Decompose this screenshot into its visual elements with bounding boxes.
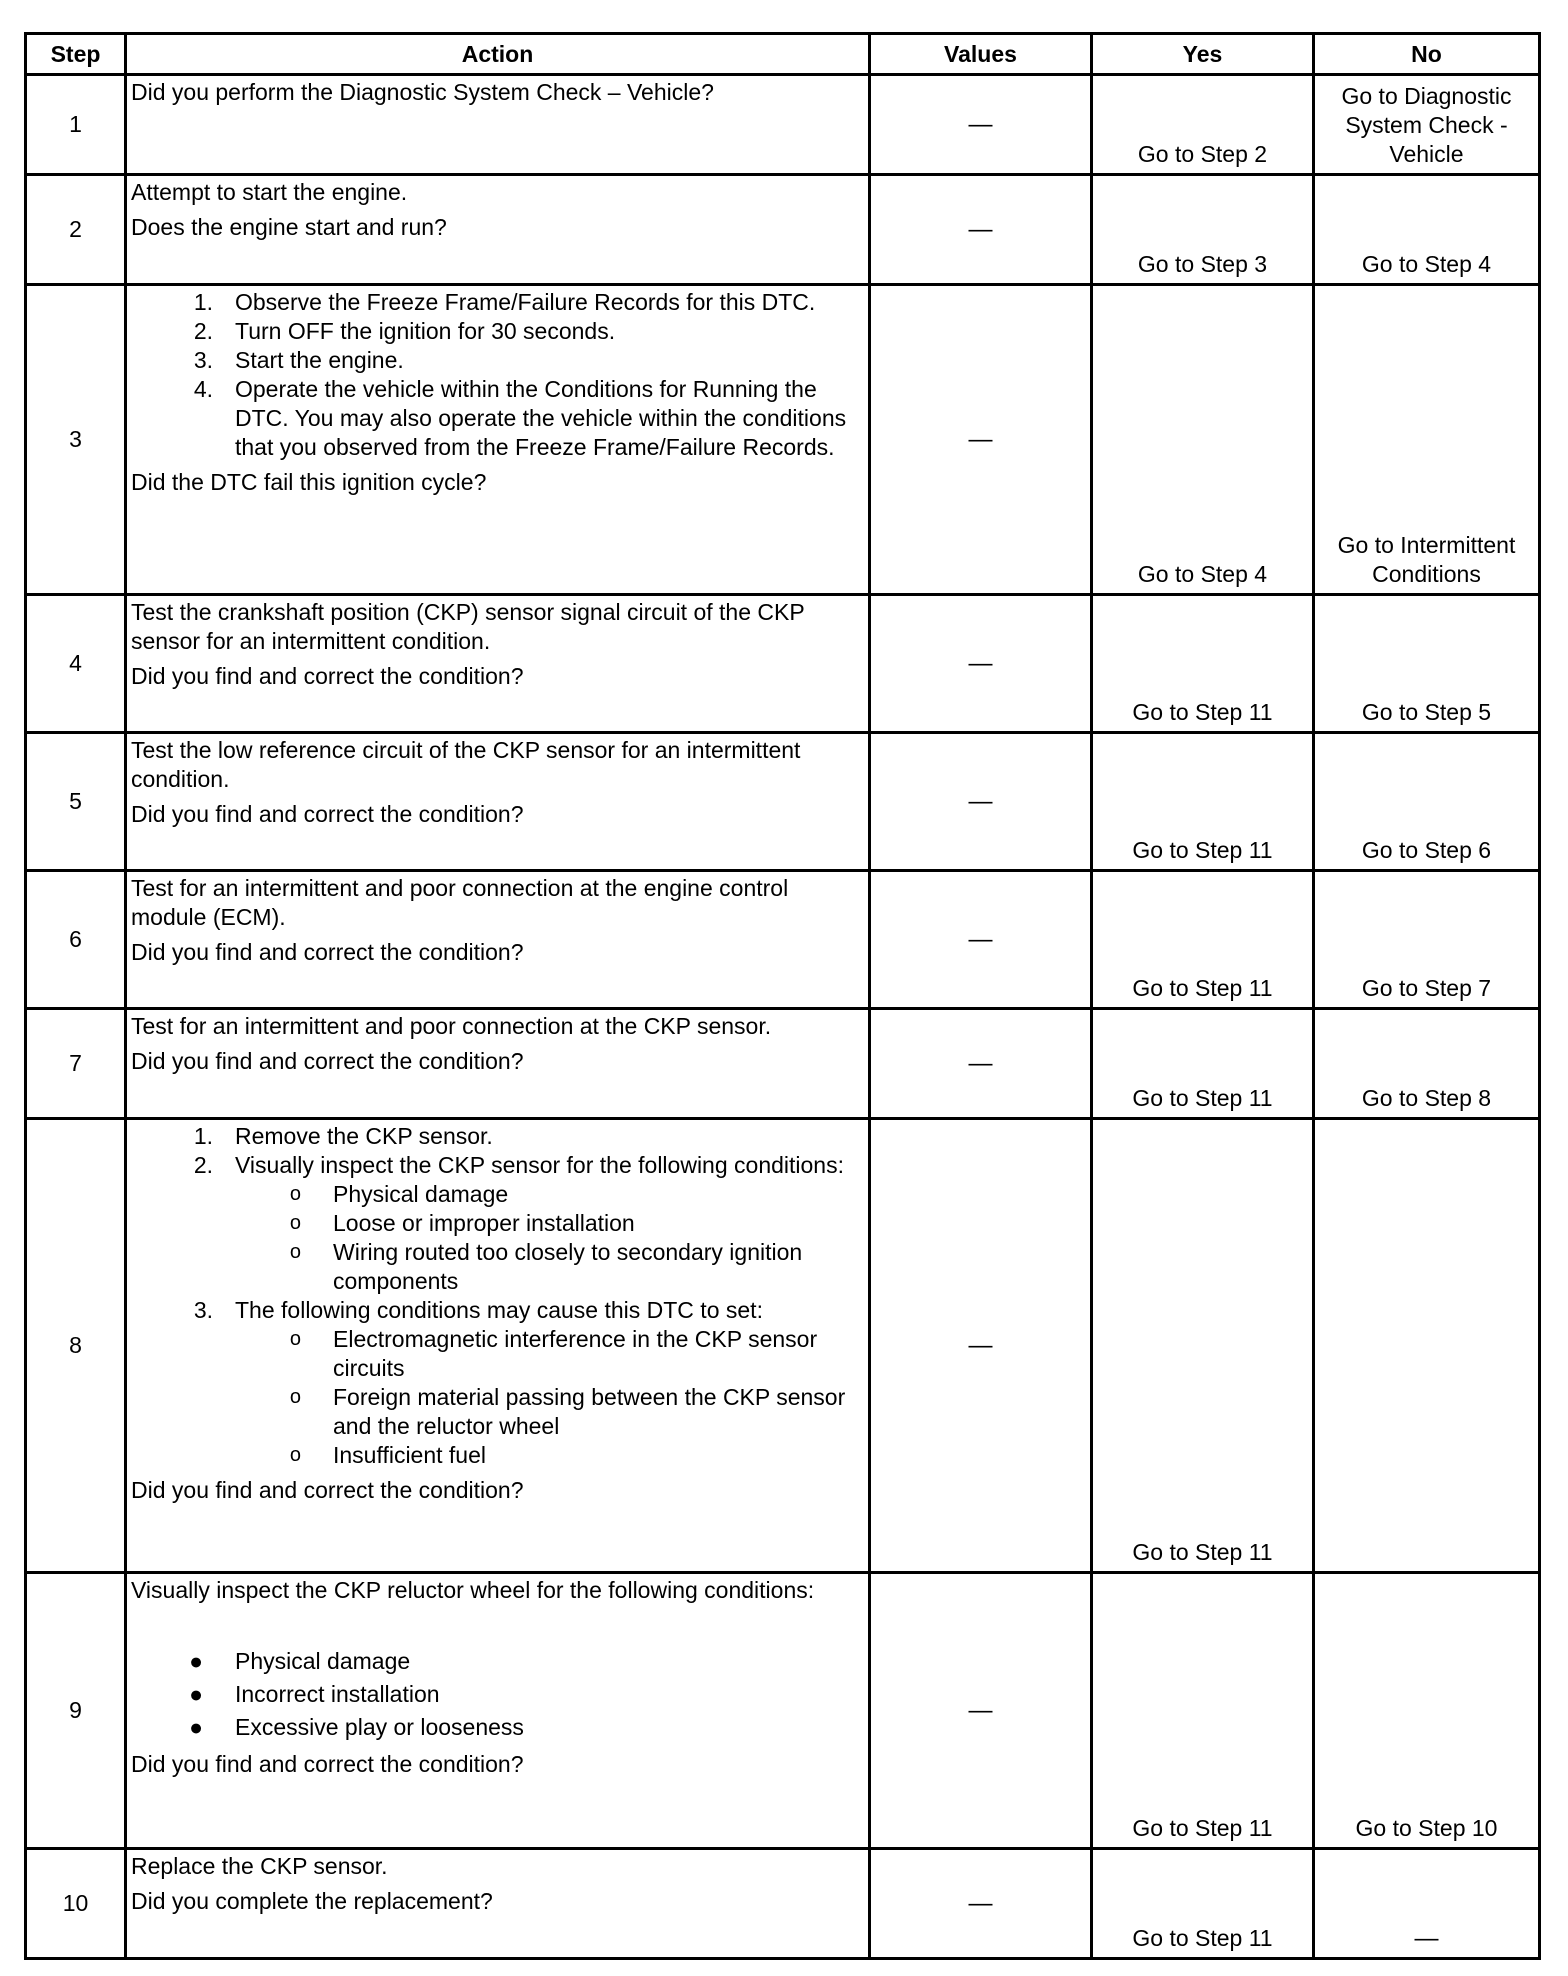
list-item [131, 1678, 864, 1711]
bullet-icon: ● [189, 1681, 203, 1707]
sub-list-item [235, 1238, 864, 1296]
item-text: Operate the vehicle within the Conditions for Running the DTC. You may also operate the vehicle within the conditions that you observed from the Freeze Frame/Failure Records. [235, 376, 847, 460]
action-cell [126, 1119, 870, 1573]
values-cell: — [870, 75, 1092, 175]
step-number: 1 [26, 75, 126, 175]
sub-item-text: Electromagnetic interference in the CKP sensor circuits [333, 1326, 818, 1381]
item-text: Observe the Freeze Frame/Failure Records for this DTC. [235, 289, 816, 315]
action-cell [126, 595, 870, 733]
values-cell: — [870, 1573, 1092, 1849]
question-text: Did the DTC fail this ignition cycle? [131, 469, 487, 495]
step-number: 3 [26, 285, 126, 595]
item-number: 3. [193, 1297, 213, 1323]
action-cell [126, 733, 870, 871]
circle-bullet-icon: o [289, 1212, 301, 1234]
table-row [26, 1009, 1540, 1119]
sub-list [235, 1325, 864, 1470]
step-number: 4 [26, 595, 126, 733]
yes-cell: Go to Step 4 [1092, 285, 1314, 595]
yes-cell: Go to Step 11 [1092, 1573, 1314, 1849]
header-action: Action [126, 34, 870, 75]
step-number: 8 [26, 1119, 126, 1573]
sub-list-item [235, 1325, 864, 1383]
bullet-list [131, 1645, 864, 1744]
table-row [26, 1573, 1540, 1849]
list-item [131, 375, 864, 462]
item-text: Remove the CKP sensor. [235, 1123, 493, 1149]
sub-list-item [235, 1209, 864, 1238]
table-row [26, 175, 1540, 285]
values-cell: — [870, 285, 1092, 595]
question-text: Did you find and correct the condition? [131, 801, 524, 827]
action-cell [126, 1573, 870, 1849]
step-number: 5 [26, 733, 126, 871]
yes-cell: Go to Step 11 [1092, 1009, 1314, 1119]
numbered-list [131, 288, 864, 462]
item-number: 1. [193, 1123, 213, 1149]
item-number: 4. [193, 376, 213, 402]
list-item [131, 288, 864, 317]
values-cell: — [870, 595, 1092, 733]
no-cell: Go to Step 6 [1314, 733, 1540, 871]
yes-cell: Go to Step 11 [1092, 1119, 1314, 1573]
values-cell: — [870, 1119, 1092, 1573]
list-item [131, 1645, 864, 1678]
yes-cell: Go to Step 11 [1092, 595, 1314, 733]
step-number: 2 [26, 175, 126, 285]
item-text: The following conditions may cause this DTC to set: [235, 1297, 763, 1323]
sub-item-text: Loose or improper installation [333, 1210, 635, 1236]
item-text: Turn OFF the ignition for 30 seconds. [235, 318, 616, 344]
no-cell: Go to Step 4 [1314, 175, 1540, 285]
yes-cell: Go to Step 11 [1092, 1849, 1314, 1959]
list-item [131, 1151, 864, 1296]
action-cell [126, 871, 870, 1009]
step-number: 9 [26, 1573, 126, 1849]
header-step: Step [26, 34, 126, 75]
question-text: Did you find and correct the condition? [131, 939, 524, 965]
no-cell [1314, 1119, 1540, 1573]
action-text: Test the crankshaft position (CKP) sensor signal circuit of the CKP sensor for an intermittent condition. [131, 599, 805, 654]
question-text: Did you find and correct the condition? [131, 1751, 524, 1777]
yes-cell: Go to Step 11 [1092, 871, 1314, 1009]
values-cell: — [870, 175, 1092, 285]
item-text: Excessive play or looseness [235, 1714, 524, 1740]
bullet-icon: ● [189, 1714, 203, 1740]
list-item [131, 1122, 864, 1151]
table-row [26, 285, 1540, 595]
question-text: Did you find and correct the condition? [131, 1048, 524, 1074]
no-cell: Go to Step 8 [1314, 1009, 1540, 1119]
action-cell [126, 175, 870, 285]
circle-bullet-icon: o [289, 1444, 301, 1466]
action-text: Did you perform the Diagnostic System Check – Vehicle? [131, 79, 714, 105]
yes-cell: Go to Step 3 [1092, 175, 1314, 285]
table-row [26, 1849, 1540, 1959]
step-number: 10 [26, 1849, 126, 1959]
values-cell: — [870, 733, 1092, 871]
action-text: Attempt to start the engine. [131, 179, 408, 205]
values-cell: — [870, 1849, 1092, 1959]
table-row [26, 75, 1540, 175]
question-text: Did you complete the replacement? [131, 1888, 493, 1914]
sub-item-text: Insufficient fuel [333, 1442, 487, 1468]
no-cell: Go to Intermittent Conditions [1314, 285, 1540, 595]
no-cell: Go to Diagnostic System Check - Vehicle [1314, 75, 1540, 175]
question-text: Did you find and correct the condition? [131, 663, 524, 689]
values-cell: — [870, 1009, 1092, 1119]
header-no: No [1314, 34, 1540, 75]
no-cell: Go to Step 10 [1314, 1573, 1540, 1849]
item-number: 3. [193, 347, 213, 373]
circle-bullet-icon: o [289, 1328, 301, 1350]
circle-bullet-icon: o [289, 1386, 301, 1408]
header-yes: Yes [1092, 34, 1314, 75]
action-cell [126, 1849, 870, 1959]
item-text: Visually inspect the CKP sensor for the following conditions: [235, 1152, 844, 1178]
header-values: Values [870, 34, 1092, 75]
no-cell: Go to Step 7 [1314, 871, 1540, 1009]
item-number: 1. [193, 289, 213, 315]
table-row [26, 733, 1540, 871]
action-text: Test for an intermittent and poor connection at the CKP sensor. [131, 1013, 772, 1039]
item-text: Start the engine. [235, 347, 404, 373]
sub-list [235, 1180, 864, 1296]
action-text: Replace the CKP sensor. [131, 1853, 388, 1879]
header-row [26, 34, 1540, 75]
item-text: Incorrect installation [235, 1681, 440, 1707]
table-row [26, 595, 1540, 733]
action-cell [126, 1009, 870, 1119]
yes-cell: Go to Step 11 [1092, 733, 1314, 871]
sub-list-item [235, 1180, 864, 1209]
bullet-icon: ● [189, 1648, 203, 1674]
sub-list-item [235, 1383, 864, 1441]
no-cell: — [1314, 1849, 1540, 1959]
step-number: 7 [26, 1009, 126, 1119]
list-item [131, 317, 864, 346]
sub-item-text: Physical damage [333, 1181, 509, 1207]
sub-list-item [235, 1441, 864, 1470]
sub-item-text: Wiring routed too closely to secondary ignition components [333, 1239, 803, 1294]
numbered-list [131, 1122, 864, 1470]
yes-cell: Go to Step 2 [1092, 75, 1314, 175]
values-cell: — [870, 871, 1092, 1009]
circle-bullet-icon: o [289, 1183, 301, 1205]
step-number: 6 [26, 871, 126, 1009]
action-text: Test for an intermittent and poor connection at the engine control module (ECM). [131, 875, 789, 930]
item-text: Physical damage [235, 1648, 411, 1674]
question-text: Does the engine start and run? [131, 214, 447, 240]
table-row [26, 1119, 1540, 1573]
item-number: 2. [193, 1152, 213, 1178]
circle-bullet-icon: o [289, 1241, 301, 1263]
table-row [26, 871, 1540, 1009]
item-number: 2. [193, 318, 213, 344]
question-text: Did you find and correct the condition? [131, 1477, 524, 1503]
action-cell [126, 75, 870, 175]
list-item [131, 1296, 864, 1470]
list-item [131, 346, 864, 375]
action-text: Visually inspect the CKP reluctor wheel for the following conditions: [131, 1577, 815, 1603]
no-cell: Go to Step 5 [1314, 595, 1540, 733]
action-text: Test the low reference circuit of the CKP sensor for an intermittent condition. [131, 737, 801, 792]
list-item [131, 1711, 864, 1744]
action-cell [126, 285, 870, 595]
diagnostic-table [24, 32, 1541, 1960]
sub-item-text: Foreign material passing between the CKP sensor and the reluctor wheel [333, 1384, 846, 1439]
